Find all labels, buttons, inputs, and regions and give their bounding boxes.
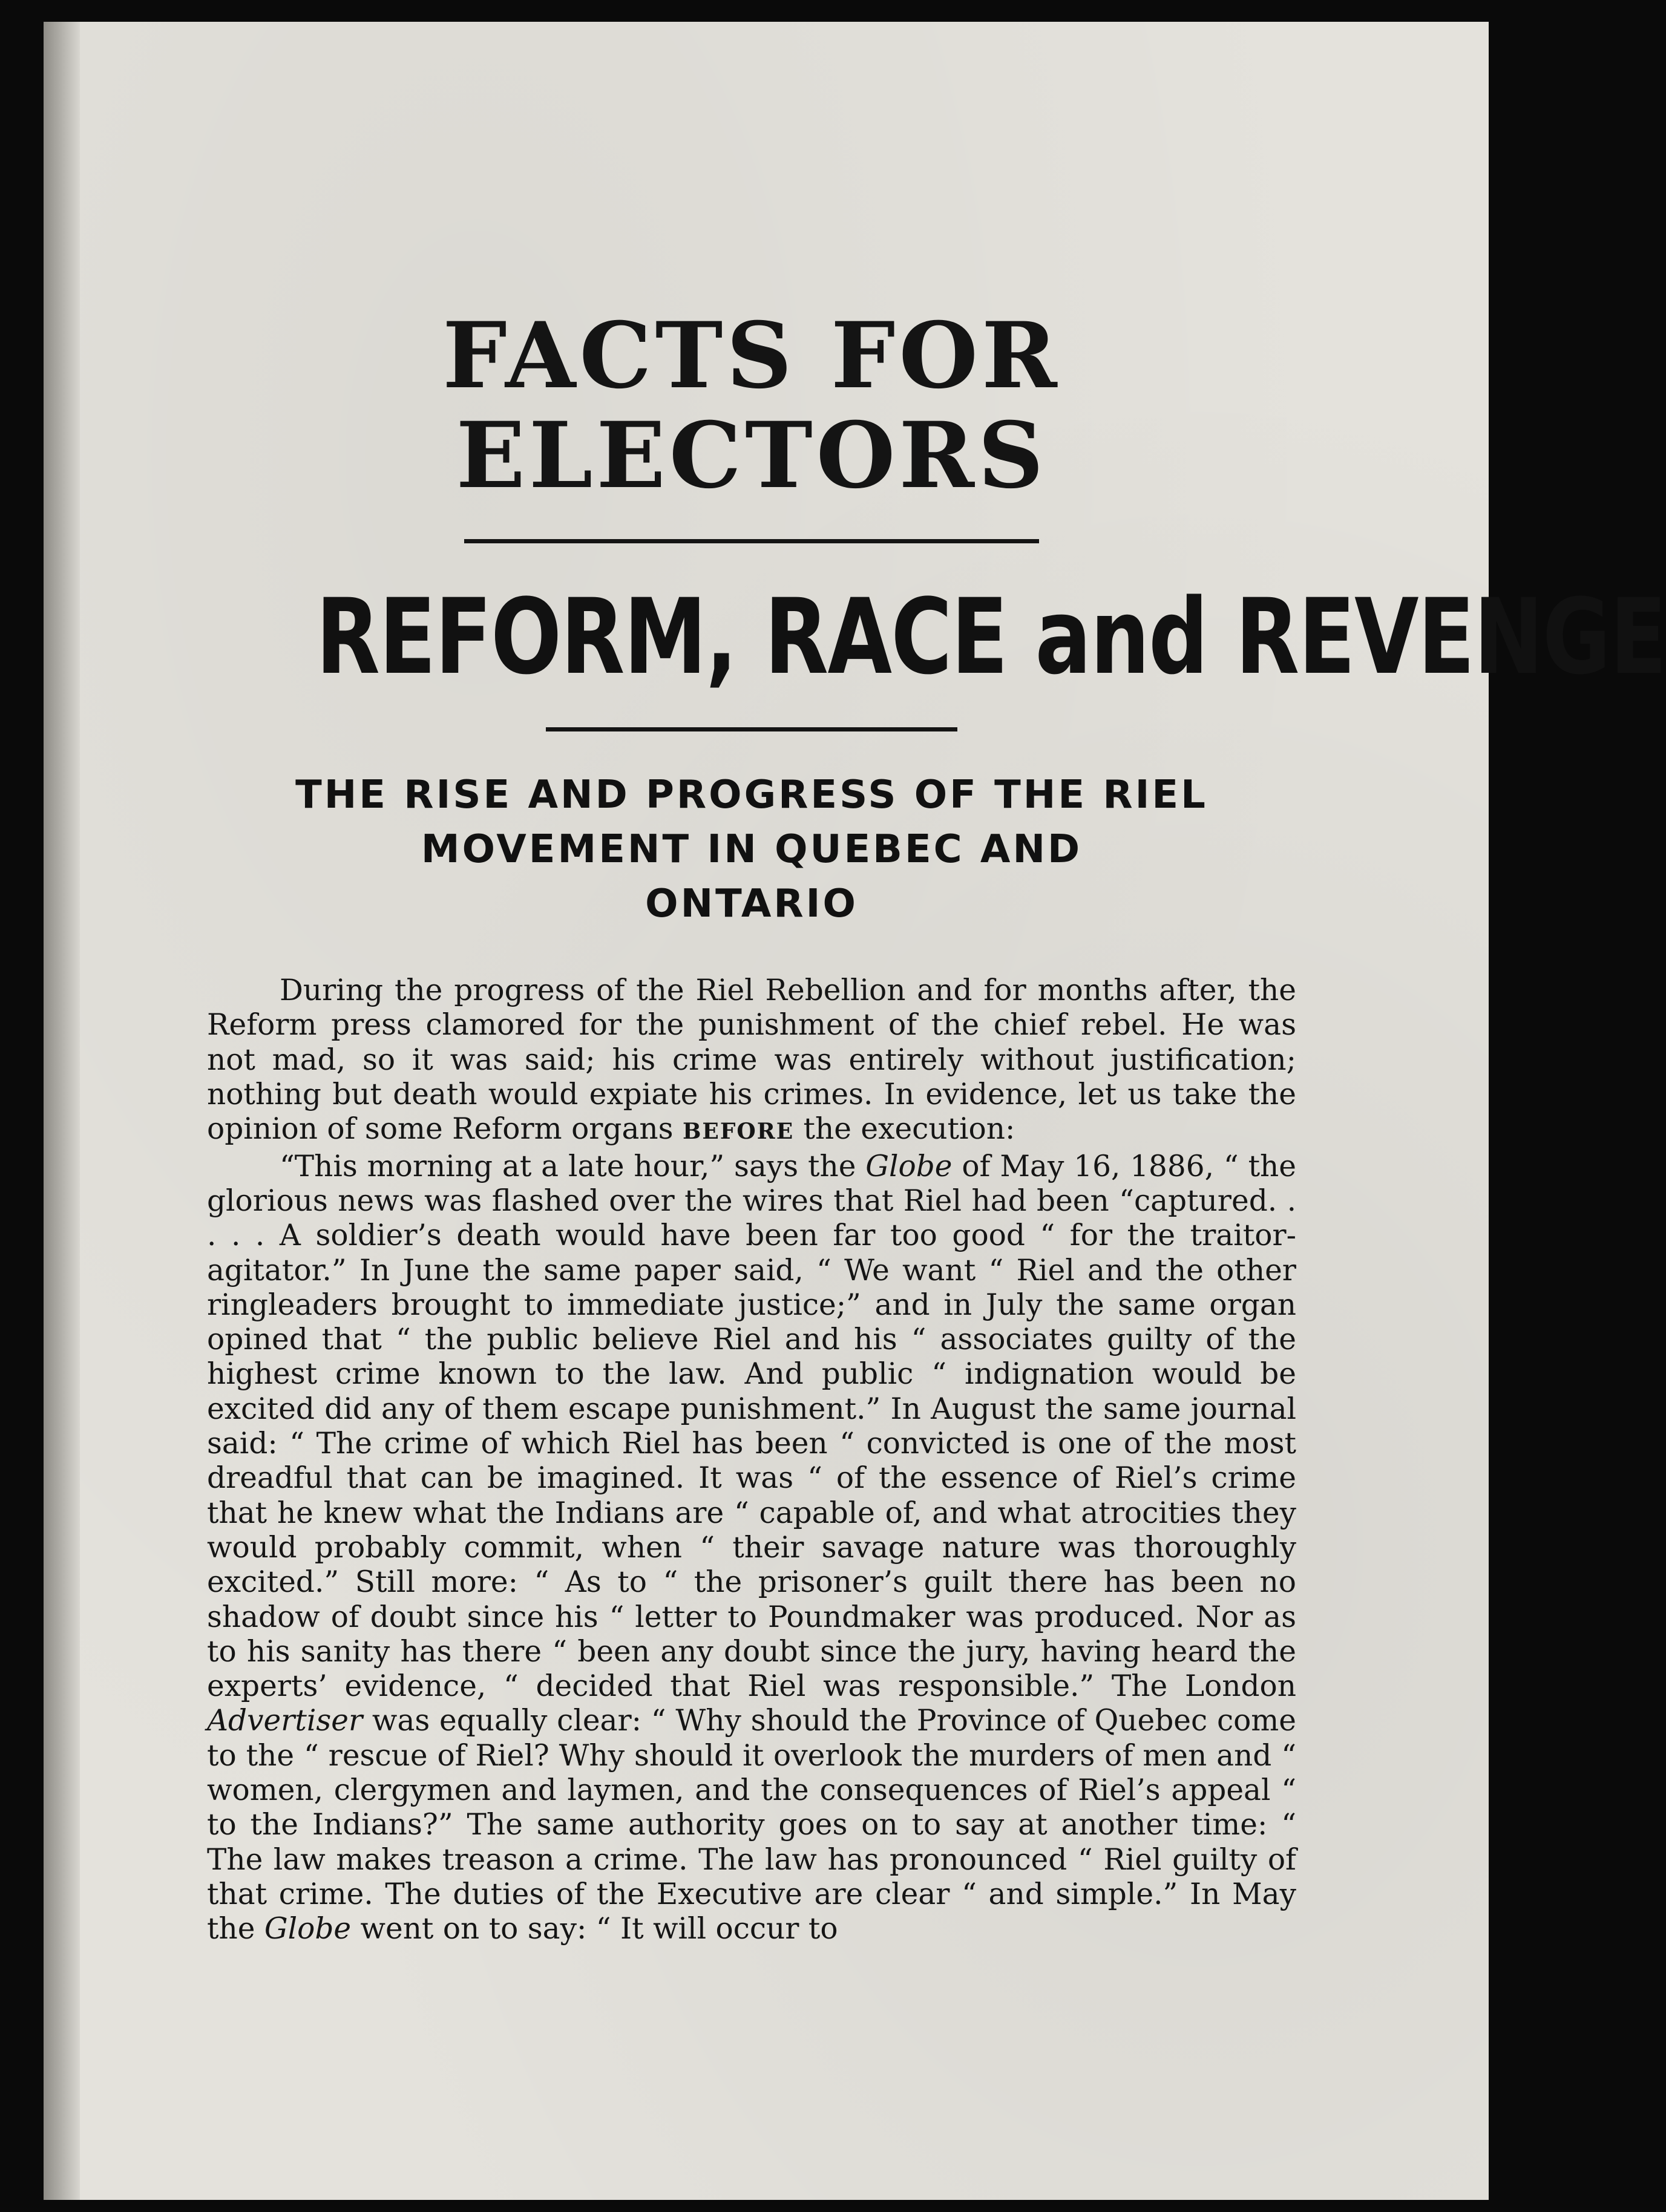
text-run: “This morning at a late hour,” says the <box>280 1149 866 1183</box>
document-page <box>44 22 1666 2200</box>
emphasis-text: BEFORE <box>682 1119 795 1145</box>
publication-name: Globe <box>264 1912 352 1946</box>
text-run: of May 16, 1886, “ the glorious news was flashed over the wires that Riel had been “captured. . . . . A soldier’s death would have been far too good “ for the traitor-agitator.” In June the same paper said, “ We want “ Riel and the other ringleaders brought to immediate justice;” and in July the same organ opined that “ the public believe Riel and his “ associates guilty of the highest crime known to the law. And public “ indignation would be excited did any of them escape punishment.” In August the same journal said: “ The crime of which Riel has been “ convicted is one of the most dreadful that can be imagined. It was “ of the essence of Riel’s crime that he knew what the Indians are “ capable of, and what atrocities they would probably commit, when “ their savage nature was thoroughly excited.” Still more: “ As to “ the prisoner’s guilt there has been no shadow of doubt since his “ letter to Poundmaker was produced. Nor as to his sanity has there “ been any doubt since the jury, having heard the experts’ evidence, “ decided that Riel was responsible.” The London <box>207 1149 1296 1704</box>
text-run: During the progress of the Riel Rebellion and for months after, the Reform press clamored for the punishment of the chief rebel. He was not mad, so it was said; his crime was entirely without justification; nothing but death would expiate his crimes. In evidence, let us take the opinion of some Reform organs <box>207 973 1296 1147</box>
publication-name: Advertiser <box>207 1704 363 1738</box>
paragraph <box>207 973 1296 1149</box>
subheadline <box>207 768 1296 931</box>
kicker-title: FACTS FOR ELECTORS <box>442 303 1061 509</box>
divider-rule <box>464 539 1039 543</box>
document-content <box>207 303 1666 1947</box>
publication-name: Globe <box>865 1149 953 1183</box>
divider-rule <box>546 727 957 731</box>
text-run: the execution: <box>794 1112 1015 1147</box>
text-run: was equally clear: “ Why should the Province of Quebec come to the “ rescue of Riel? Why should it overlook the murders of men and “ women, clergymen and laymen, and the consequences of Riel’s appeal “ to the Indians?” The same authority goes on to say at another time: “ The law makes treason a crime. The law has pronounced “ Riel guilty of that crime. The duties of the Executive are clear “ and simple.” In May the <box>207 1704 1296 1946</box>
headline: REFORM, RACE and REVENGE <box>316 576 1666 698</box>
subhead-line: MOVEMENT IN QUEBEC AND <box>421 827 1083 872</box>
paragraph <box>207 1150 1296 1947</box>
text-run: went on to say: “ It will occur to <box>351 1912 838 1946</box>
page-edge <box>44 22 80 2200</box>
article-body <box>207 973 1296 1946</box>
subhead-line: THE RISE AND PROGRESS OF THE RIEL <box>295 773 1208 818</box>
subhead-line: ONTARIO <box>645 882 858 927</box>
